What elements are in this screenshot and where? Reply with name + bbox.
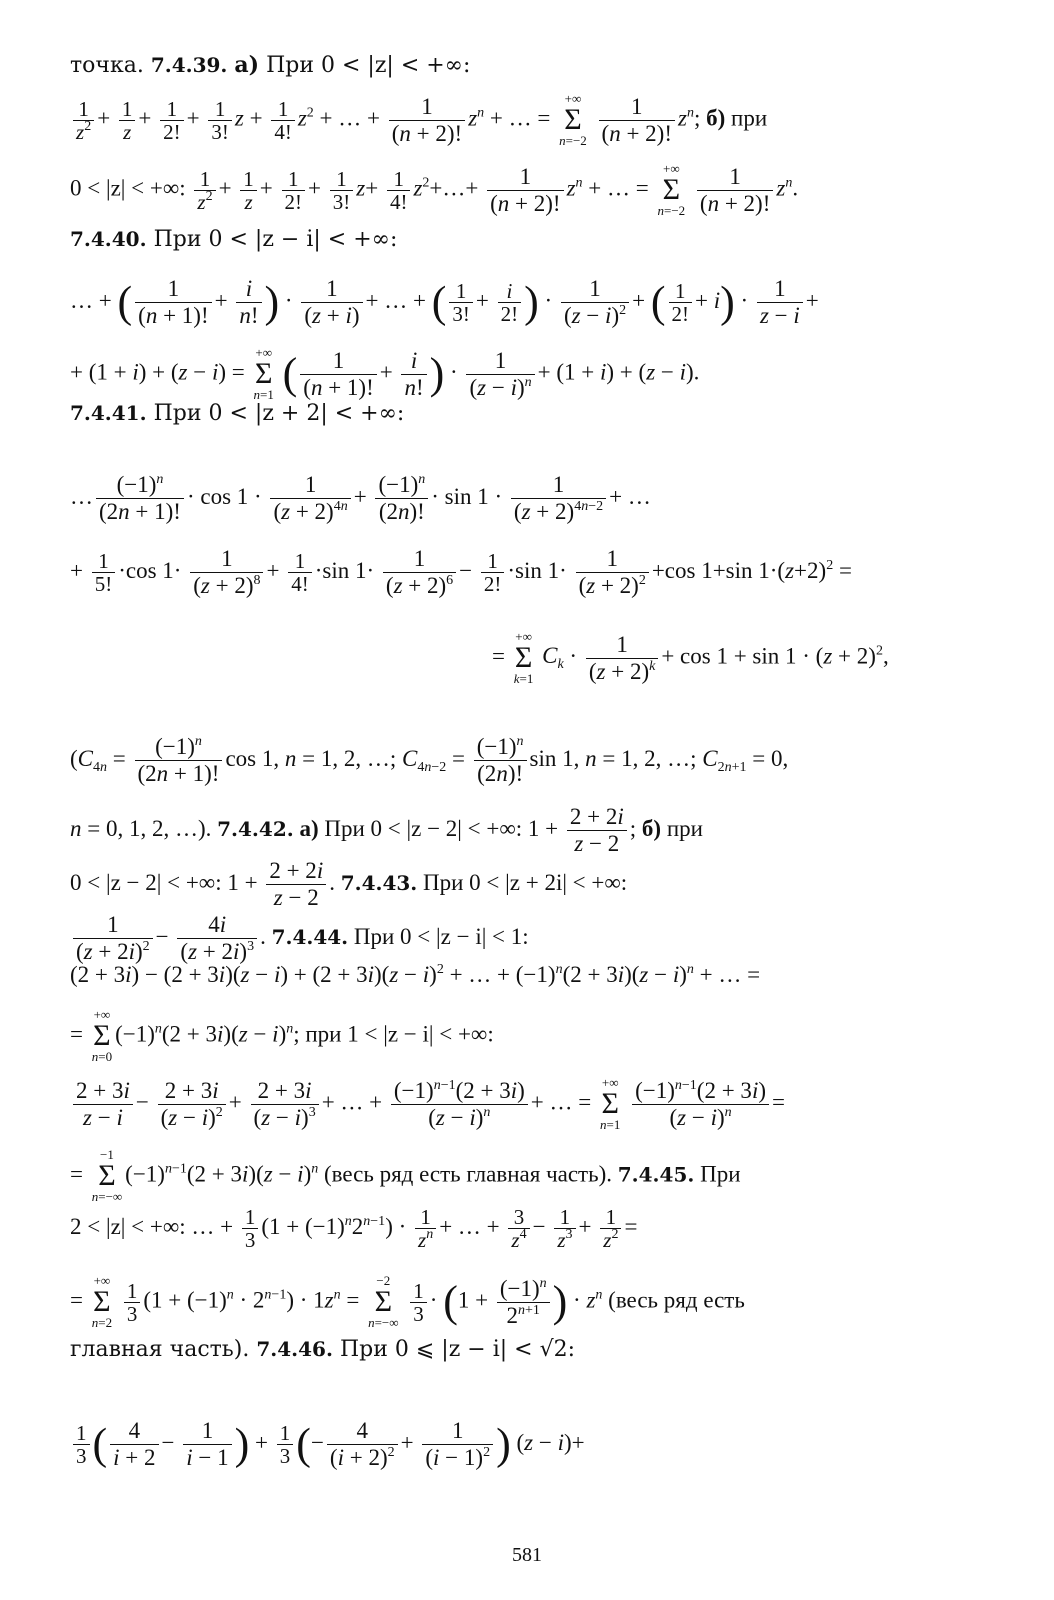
fraction: $\frac{1}{(z + 2)^2}$ xyxy=(576,546,649,599)
problem-number: 7.4.44. xyxy=(271,924,349,949)
fraction: $\frac{1}{2!}$ xyxy=(160,98,184,143)
formula-line: $(2 + 3i) - (2 + 3i)(z - i) + (2 + 3i)(z - i)^2$ + … + $(-1)^n(2 + 3i)(z - i)^n$ + … = xyxy=(70,962,761,987)
fraction: $\frac{1}{(n + 2)!}$ xyxy=(697,164,773,217)
fraction: $\frac{1}{(n + 2)!}$ xyxy=(487,164,563,217)
problem-number: 7.4.41. xyxy=(70,401,147,425)
problem-number: 7.4.46. xyxy=(256,1337,333,1361)
formula-line: n = 0, 1, 2, …). 7.4.42. а) При 0 < |z − 2| < +∞: 1 + $\frac{2 + 2i}{z - 2}$ ; б) при xyxy=(70,804,703,856)
formula-line: + (1 + i) + (z − i) = +∞ Σ n=1 ( $\frac{1}{(n + 1)!}$ + $\frac{i}{n!}$ ) · $\frac{1}{(z - i)^n}$ + (1 + i) + (z − i). xyxy=(70,345,700,402)
fraction: $\frac{i}{2!}$ xyxy=(498,280,522,325)
text-line xyxy=(70,398,990,429)
text: при xyxy=(666,815,703,841)
fraction: $\frac{(-1)^n}{2^{n+1}}$ xyxy=(497,1276,550,1329)
formula-line: $\frac{2 + 3i}{z - i}$ − $\frac{2 + 3i}{(z - i)^2}$ + $\frac{2 + 3i}{(z - i)^3}$ + … + $\frac{(-1)^{n-1}(2 + 3i)}{(z - i)^n}$ + … = +∞ Σ n=1 $\frac{(-1)^{n-1}(2 + 3i)}{(z - i)^n}$ = xyxy=(70,1076,990,1132)
item-label: б) xyxy=(706,105,726,131)
formula-line: ($C_{4n}$ = $\frac{(-1)^n}{(2n + 1)!}$ cos 1, n = 1, 2, …; $C_{4n-2}$ = $\frac{(-1)^n}{(2n)!}$ sin 1, n = 1, 2, …; $C_{2n+1} = 0$, xyxy=(70,734,789,786)
sum-sign: +∞ Σ n=2 xyxy=(91,1273,113,1330)
fraction: $\frac{1}{(z + 2)^6}$ xyxy=(383,546,456,599)
fraction: $\frac{1}{z^n}$ xyxy=(415,1206,436,1251)
formula-line: 0 < |z| < +∞: $\frac{1}{z^2}$ + $\frac{1}{z}$ + $\frac{1}{2!}$ + $\frac{1}{3!}$ z+ $\frac{1}{4!}$ $z^2+\dots+$ $\frac{1}{(n + 2)!}$ $z^n$ + … = +∞ Σ n=−2 $\frac{1}{(n + 2)!}$ $z^n$. xyxy=(70,161,799,218)
sum-sign: +∞ Σ n=1 xyxy=(253,345,274,402)
text-line xyxy=(70,50,990,81)
fraction: $\frac{(-1)^{n-1}(2 + 3i)}{(z - i)^n}$ xyxy=(391,1078,528,1131)
text: При 0 < |z + 2| < +∞: xyxy=(153,401,405,426)
problem-number: 7.4.43. xyxy=(340,870,418,895)
fraction: $\frac{(-1)^{n-1}(2 + 3i)}{(z - i)^n}$ xyxy=(632,1078,769,1131)
fraction: $\frac{1}{4!}$ xyxy=(271,98,295,143)
fraction: $\frac{1}{z^2}$ xyxy=(73,98,94,143)
fraction: $\frac{(-1)^n}{(2n + 1)!}$ xyxy=(96,472,184,525)
fraction: $\frac{2 + 2i}{z - 2}$ xyxy=(266,858,326,911)
formula-line: = +∞ Σ k=1 $C_k$ · $\frac{1}{(z + 2)^k}$ + $\cos 1 + \sin 1 \cdot (z + 2)^2$, xyxy=(492,629,889,686)
text: 2 < |z| < +∞: xyxy=(70,1213,186,1239)
fraction: $\frac{4}{(i + 2)^2}$ xyxy=(327,1418,398,1471)
fraction: $\frac{1}{3}$ xyxy=(73,1422,90,1467)
text: (весь ряд есть главная часть). xyxy=(323,1161,613,1187)
item-label: б) xyxy=(641,815,662,841)
text: При 0 < |z − 2| < +∞: xyxy=(324,815,523,841)
text: главная часть). xyxy=(70,1337,250,1362)
problem-number: 7.4.40. xyxy=(70,227,147,251)
fraction: $\frac{1}{3!}$ xyxy=(208,98,232,143)
fraction: $\frac{1}{i - 1}$ xyxy=(183,1418,231,1471)
fraction: $\frac{1}{(z - i)^n}$ xyxy=(466,348,534,401)
fraction: $\frac{1}{(z + 2)^{4n-2}}$ xyxy=(511,472,606,525)
text: При 0 < |z − i| < 1: xyxy=(353,923,529,949)
formula-line: = −1 Σ n=−∞ $(-1)^{n-1}(2 + 3i)(z - i)^n$ (весь ряд есть главная часть). 7.4.45. При xyxy=(70,1147,741,1204)
sum-sign: +∞ Σ n=0 xyxy=(91,1007,113,1064)
text: При 0 < |z| < +∞: xyxy=(266,53,471,78)
fraction: $\frac{3}{z^4}$ xyxy=(508,1206,529,1251)
problem-number: 7.4.42. xyxy=(217,816,294,841)
text: при xyxy=(731,105,768,131)
fraction: $\frac{1}{(n + 2)!}$ xyxy=(599,94,675,147)
fraction: $\frac{1}{(n + 1)!}$ xyxy=(135,276,211,329)
text-line xyxy=(70,224,990,255)
text: При xyxy=(700,1161,741,1187)
fraction: $\frac{2 + 3i}{(z - i)^3}$ xyxy=(251,1078,319,1131)
text: точка. xyxy=(70,53,144,78)
fraction: $\frac{1}{z}$ xyxy=(240,168,257,213)
fraction: $\frac{1}{z}$ xyxy=(119,98,136,143)
fraction: $\frac{(-1)^n}{(2n + 1)!}$ xyxy=(135,734,223,787)
item-label: а) xyxy=(234,52,260,78)
fraction: $\frac{1}{(n + 1)!}$ xyxy=(300,348,376,401)
fraction: $\frac{1}{z^3}$ xyxy=(554,1206,575,1251)
fraction: $\frac{1}{(z + 2)^k}$ xyxy=(586,632,658,685)
sum-sign: +∞ Σ k=1 xyxy=(513,629,534,686)
fraction: $\frac{1}{(z + i)}$ xyxy=(301,276,362,329)
fraction: $\frac{1}{3}$ xyxy=(124,1280,141,1325)
sum-sign: +∞ Σ n=1 xyxy=(600,1075,621,1132)
fraction: $\frac{i}{n!}$ xyxy=(401,348,426,401)
formula-line: 0 < |z − 2| < +∞: 1 + $\frac{2 + 2i}{z - 2}$ . 7.4.43. При 0 < |z + 2i| < +∞: xyxy=(70,858,628,910)
text: при 1 < |z − i| < +∞: xyxy=(305,1021,494,1047)
fraction: $\frac{1}{(z + 2i)^2}$ xyxy=(73,912,153,965)
fraction: $\frac{(-1)^n}{(2n)!}$ xyxy=(375,472,428,525)
problem-number: 7.4.39. xyxy=(150,53,228,77)
sum-sign: −1 Σ n=−∞ xyxy=(91,1147,123,1204)
fraction: $\frac{1}{z^2}$ xyxy=(600,1206,621,1251)
fraction: $\frac{4}{i + 2}$ xyxy=(110,1418,158,1471)
fraction: $\frac{1}{4!}$ xyxy=(288,550,312,595)
fraction: $\frac{2 + 3i}{z - i}$ xyxy=(73,1078,133,1131)
fraction: $\frac{1}{5!}$ xyxy=(92,550,116,595)
fraction: $\frac{1}{(z + 2)^{4n}}$ xyxy=(270,472,350,525)
fraction: $\frac{1}{(z + 2)^8}$ xyxy=(190,546,263,599)
formula-line: $\frac{1}{3}$ ( $\frac{4}{i + 2}$ − $\frac{1}{i - 1}$ ) + $\frac{1}{3}$ (− $\frac{4}{(i + 2)^2}$ + $\frac{1}{(i - 1)^2}$ ) (z − i)+ xyxy=(70,1418,990,1471)
text: При 0 < |z + 2i| < +∞: xyxy=(423,869,628,895)
fraction: $\frac{1}{3}$ xyxy=(242,1206,259,1251)
text: При 0 ⩽ |z − i| < √2: xyxy=(339,1337,575,1362)
fraction: $\frac{1}{3}$ xyxy=(410,1280,427,1325)
formula-line: $\frac{1}{(z + 2i)^2}$ − $\frac{4i}{(z + 2i)^3}$ . 7.4.44. При 0 < |z − i| < 1: xyxy=(70,912,990,965)
text-line xyxy=(70,1334,990,1365)
fraction: $\frac{2 + 2i}{z - 2}$ xyxy=(567,804,627,857)
fraction: $\frac{1}{z - i}$ xyxy=(757,276,803,329)
text: 0 < |z| < +∞: xyxy=(70,175,186,201)
fraction: $\frac{1}{3}$ xyxy=(277,1422,294,1467)
fraction: $\frac{(-1)^n}{(2n)!}$ xyxy=(474,734,527,787)
fraction: $\frac{1}{z^2}$ xyxy=(194,168,215,213)
formula-line: 2 < |z| < +∞: … + $\frac{1}{3}$ $(1 + (-1)^n2^{n-1})$ · $\frac{1}{z^n}$ + … + $\frac{3}{z^4}$ − $\frac{1}{z^3}$ + $\frac{1}{z^2}$ = xyxy=(70,1205,638,1252)
formula-line: + $\frac{1}{5!}$ ·cos 1· $\frac{1}{(z + 2)^8}$ + $\frac{1}{4!}$ ·sin 1· $\frac{1}{(z + 2)^6}$ − $\frac{1}{2!}$ ·sin 1· $\frac{1}{(z + 2)^2}$ +cos 1+sin $1\cdot(z+2)^2$ = xyxy=(70,546,852,598)
fraction: $\frac{1}{2!}$ xyxy=(481,550,505,595)
problem-number: 7.4.45. xyxy=(617,1162,695,1187)
sum-sign: +∞ Σ n=−2 xyxy=(559,91,587,148)
text: При 0 < |z − i| < +∞: xyxy=(153,227,398,252)
fraction: $\frac{2 + 3i}{(z - i)^2}$ xyxy=(158,1078,226,1131)
sum-sign: −2 Σ n=−∞ xyxy=(368,1273,399,1330)
fraction: $\frac{1}{(i - 1)^2}$ xyxy=(422,1418,493,1471)
sum-sign: +∞ Σ n=−2 xyxy=(657,161,686,218)
fraction: $\frac{1}{3!}$ xyxy=(330,168,354,213)
item-label: а) xyxy=(299,815,319,841)
formula-line: $\frac{1}{z^2}$ + $\frac{1}{z}$ + $\frac{1}{2!}$ + $\frac{1}{3!}$ z + $\frac{1}{4!}$ $z^2$ + … + $\frac{1}{(n + 2)!}$ $z^n$ + … = +∞ Σ n=−2 $\frac{1}{(n + 2)!}$ $z^n$; б) при xyxy=(70,92,990,148)
fraction: $\frac{i}{n!}$ xyxy=(236,276,261,329)
formula-line: … + ( $\frac{1}{(n + 1)!}$ + $\frac{i}{n!}$ ) · $\frac{1}{(z + i)}$ + … + ( $\frac{1}{3!}$ + $\frac{i}{2!}$ ) · $\frac{1}{(z - i)^2}$ + ( $\frac{1}{2!}$ + i) · $\frac{1}{z - i}$ + xyxy=(70,276,819,328)
fraction: $\frac{1}{(n + 2)!}$ xyxy=(389,94,465,147)
formula-line: = +∞ Σ n=2 $\frac{1}{3}$ $(1 + (-1)^n \cdot 2^{n-1}) \cdot 1z^n$ = −2 Σ n=−∞ $\frac{1}{3}$ · (1 + $\frac{(-1)^n}{2^{n+1}}$ ) · $z^n$ (весь ряд есть xyxy=(70,1273,745,1330)
page-number: 581 xyxy=(512,1544,542,1566)
text: 0 < |z − 2| < +∞: xyxy=(70,869,222,895)
formula-line: = +∞ Σ n=0 $(-1)^n(2 + 3i)(z - i)^n$; при 1 < |z − i| < +∞: xyxy=(70,1007,494,1064)
fraction: $\frac{1}{2!}$ xyxy=(282,168,306,213)
fraction: $\frac{1}{4!}$ xyxy=(387,168,411,213)
fraction: $\frac{4i}{(z + 2i)^3}$ xyxy=(177,912,257,965)
fraction: $\frac{1}{2!}$ xyxy=(669,280,693,325)
text: (весь ряд есть xyxy=(608,1287,745,1313)
fraction: $\frac{1}{(z - i)^2}$ xyxy=(561,276,629,329)
formula-line: … $\frac{(-1)^n}{(2n + 1)!}$ · cos 1 · $\frac{1}{(z + 2)^{4n}}$ + $\frac{(-1)^n}{(2n)!}$ · sin 1 · $\frac{1}{(z + 2)^{4n-2}}$ + … xyxy=(70,472,651,524)
fraction: $\frac{1}{3!}$ xyxy=(449,280,473,325)
